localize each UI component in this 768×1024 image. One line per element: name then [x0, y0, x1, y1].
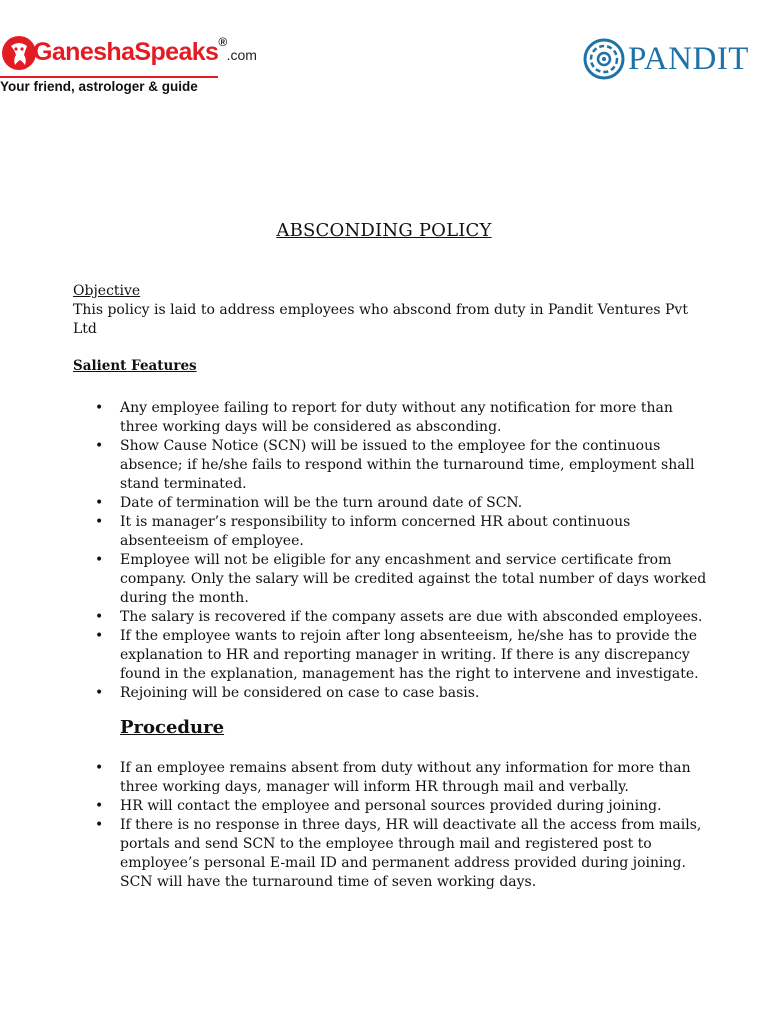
ganeshaspeaks-logo [0, 34, 257, 96]
bullet-icon: • [95, 438, 104, 454]
bullet-icon: • [95, 400, 104, 416]
bullet-icon: • [95, 760, 104, 776]
bullet-icon: • [95, 798, 104, 814]
ganeshaspeaks-wordmark: GaneshaSpeaks®.com [33, 35, 257, 66]
ganeshaspeaks-tagline: Your friend, astrologer & guide [0, 79, 198, 94]
list-item: • Rejoining will be considered on case to case basis. [95, 685, 480, 701]
list-item: • It is manager’s responsibility to inform concerned HR about continuous absenteeism of employee. [95, 514, 631, 549]
bullet-icon: • [95, 685, 104, 701]
page-title: ABSCONDING POLICY [276, 220, 492, 241]
bullet-icon: • [95, 495, 104, 511]
bullet-icon: • [95, 552, 104, 568]
pandit-emblem-icon [583, 38, 625, 80]
list-item: • If there is no response in three days, HR will deactivate all the access from mails, portals and send SCN to the employee through mail and registered post to employee’s personal E-mail ID and permanent address provided during joining. SCN will have the turnaround time of seven working days. [95, 817, 702, 890]
pandit-logo [583, 38, 763, 86]
pandit-wordmark: PANDIT [628, 41, 749, 77]
list-item: • Any employee failing to report for duty without any notification for more than three working days will be considered as absconding. [95, 400, 673, 435]
bullet-icon: • [95, 514, 104, 530]
list-item: • HR will contact the employee and personal sources provided during joining. [95, 798, 662, 814]
list-item: • Show Cause Notice (SCN) will be issued to the employee for the continuous absence; if he/she fails to respond within the turnaround time, employment shall stand terminated. [95, 438, 695, 492]
bullet-icon: • [95, 628, 104, 644]
list-item: • Date of termination will be the turn around date of SCN. [95, 495, 523, 511]
salient-features-list [73, 399, 713, 703]
salient-features-heading: Salient Features [73, 358, 197, 374]
list-item: • If the employee wants to rejoin after long absenteeism, he/she has to provide the explanation to HR and reporting manager in writing. If there is any discrepancy found in the explanation, management has the right to intervene and investigate. [95, 628, 699, 682]
logo-underline [0, 76, 218, 78]
procedure-heading: Procedure [120, 717, 225, 738]
document-body [73, 282, 713, 892]
procedure-list [73, 759, 713, 892]
bullet-icon: • [95, 609, 104, 625]
list-item: • Employee will not be eligible for any encashment and service certificate from company. Only the salary will be credited against the total number of days worked during the month. [95, 552, 707, 606]
bullet-icon: • [95, 817, 104, 833]
list-item: • The salary is recovered if the company assets are due with absconded employees. [95, 609, 703, 625]
list-item: • If an employee remains absent from duty without any information for more than three working days, manager will inform HR through mail and verbally. [95, 760, 691, 795]
objective-text: This policy is laid to address employees who abscond from duty in Pandit Ventures Pvt Ltd [73, 302, 688, 337]
objective-heading: Objective [73, 283, 141, 299]
